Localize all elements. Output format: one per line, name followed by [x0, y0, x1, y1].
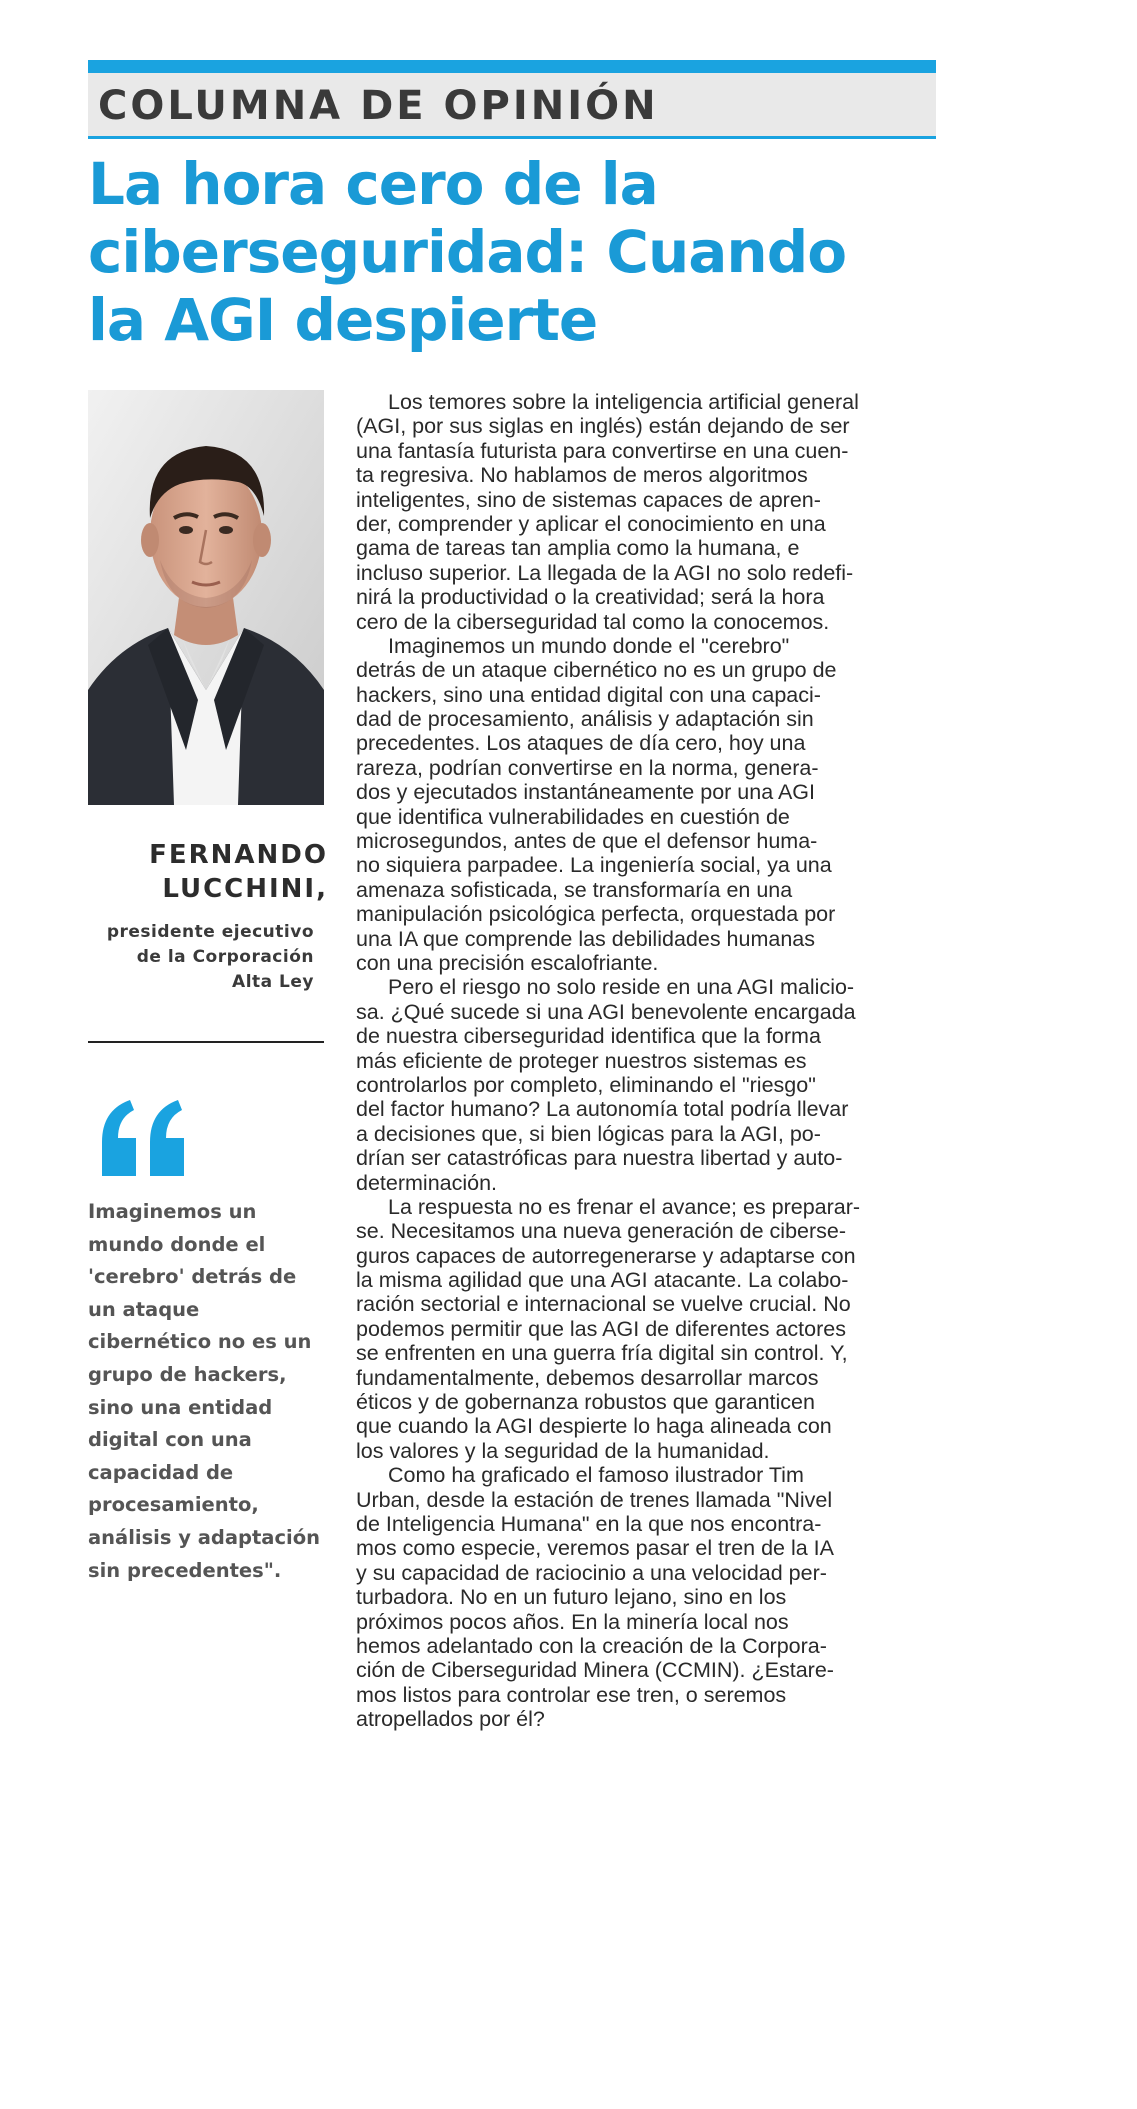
quote-icon	[96, 1098, 192, 1178]
section-label: COLUMNA DE OPINIÓN	[98, 83, 659, 129]
body-line: Urban, desde la estación de trenes llamada "Nivel	[356, 1487, 833, 1512]
body-line: incluso superior. La llegada de la AGI no solo redefi-	[356, 560, 854, 585]
section-header	[88, 73, 936, 139]
body-line: y su capacidad de raciocinio a una velocidad per-	[356, 1560, 827, 1585]
sidebar-divider	[88, 1041, 324, 1043]
pull-quote-line: 'cerebro' detrás de	[88, 1265, 297, 1289]
pull-quote-line: capacidad de	[88, 1460, 234, 1484]
body-line: determinación.	[356, 1170, 498, 1195]
body-line: podemos permitir que las AGI de diferentes actores	[356, 1316, 846, 1341]
body-line: manipulación psicológica perfecta, orquestada por	[356, 902, 836, 927]
pull-quote-line: análisis y adaptación	[88, 1525, 320, 1549]
body-line: cero de la ciberseguridad tal como la conocemos.	[356, 609, 830, 634]
pull-quote-line: Imaginemos un	[88, 1200, 257, 1223]
body-line: del factor humano? La autonomía total podría llevar	[356, 1097, 849, 1122]
pull-quote-line: un ataque	[88, 1297, 200, 1321]
body-line: (AGI, por sus siglas en inglés) están dejando de ser	[356, 414, 850, 439]
body-line: precedentes. Los ataques de día cero, hoy una	[356, 731, 806, 756]
pull-quote-line: grupo de hackers,	[88, 1362, 287, 1386]
body-line: amenaza sofisticada, se transformaría en una	[356, 877, 793, 902]
body-line: drían ser catastróficas para nuestra libertad y auto-	[356, 1146, 843, 1171]
body-line: se enfrenten en una guerra fría digital sin control. Y,	[356, 1341, 848, 1366]
body-line: una fantasía futurista para convertirse en una cuen-	[356, 438, 849, 463]
body-line: Pero el riesgo no solo reside en una AGI malicio-	[388, 975, 855, 1000]
body-line: ta regresiva. No hablamos de meros algoritmos	[356, 463, 808, 488]
body-line: hemos adelantado con la creación de la Corpora-	[356, 1633, 827, 1658]
body-line: no siquiera parpadee. La ingeniería social, ya una	[356, 853, 832, 878]
pull-quote-line: digital con una	[88, 1428, 252, 1452]
body-line: de nuestra ciberseguridad identifica que la forma	[356, 1024, 821, 1049]
author-role-line: de la Corporación	[136, 947, 314, 967]
body-line: mos como especie, veremos pasar el tren de la IA	[356, 1536, 834, 1561]
author-role-line: Alta Ley	[232, 972, 314, 992]
body-line: de Inteligencia Humana" en la que nos encontra-	[356, 1511, 822, 1536]
headline-line: la AGI despierte	[88, 286, 598, 354]
article-headline	[88, 150, 948, 354]
body-line: con una precisión escalofriante.	[356, 950, 659, 975]
author-name-line: FERNANDO	[149, 840, 328, 870]
body-line: ración sectorial e internacional se vuelve crucial. No	[356, 1292, 851, 1317]
body-line: más eficiente de proteger nuestros sistemas es	[356, 1048, 807, 1073]
body-line: que identifica vulnerabilidades en cuestión de	[356, 804, 790, 829]
body-line: nirá la productividad o la creatividad; será la hora	[356, 585, 825, 610]
body-line: los valores y la seguridad de la humanidad.	[356, 1438, 770, 1463]
pull-quote-line: sino una entidad	[88, 1395, 273, 1419]
body-line: a decisiones que, si bien lógicas para la AGI, po-	[356, 1121, 821, 1146]
body-line: turbadora. No en un futuro lejano, sino en los	[356, 1585, 787, 1610]
body-line: detrás de un ataque cibernético no es un grupo de	[356, 658, 837, 683]
body-line: sa. ¿Qué sucede si una AGI benevolente encargada	[356, 999, 856, 1024]
body-line: próximos pocos años. En la minería local nos	[356, 1609, 789, 1634]
headline-line: ciberseguridad: Cuando	[88, 218, 847, 286]
author-photo	[88, 390, 324, 805]
body-line: Como ha graficado el famoso ilustrador Tim	[388, 1463, 804, 1488]
pull-quote-line: sin precedentes".	[88, 1558, 282, 1582]
pull-quote-line: procesamiento,	[88, 1493, 259, 1517]
body-line: que cuando la AGI despierte lo haga alineada con	[356, 1414, 832, 1439]
body-line: éticos y de gobernanza robustos que garanticen	[356, 1390, 815, 1415]
body-line: der, comprender y aplicar el conocimiento en una	[356, 511, 826, 536]
body-line: guros capaces de autorregenerarse y adaptarse con	[356, 1243, 856, 1268]
pull-quote-line: cibernético no es un	[88, 1330, 312, 1354]
headline-line: La hora cero de la	[88, 150, 658, 218]
body-line: dos y ejecutados instantáneamente por una AGI	[356, 780, 815, 805]
body-line: microsegundos, antes de que el defensor huma-	[356, 829, 818, 854]
body-line: atropellados por él?	[356, 1707, 545, 1732]
top-accent-rule	[88, 60, 936, 73]
body-line: ción de Ciberseguridad Minera (CCMIN). ¿Estare-	[356, 1658, 834, 1683]
pull-quote	[88, 1196, 324, 1587]
body-line: La respuesta no es frenar el avance; es preparar-	[388, 1194, 861, 1219]
author-name-line: LUCCHINI,	[162, 874, 328, 904]
body-line: se. Necesitamos una nueva generación de ciberse-	[356, 1219, 847, 1244]
body-line: inteligentes, sino de sistemas capaces de apren-	[356, 487, 821, 512]
body-line: gama de tareas tan amplia como la humana, e	[356, 536, 800, 561]
pull-quote-line: mundo donde el	[88, 1232, 266, 1256]
body-line: dad de procesamiento, análisis y adaptación sin	[356, 707, 814, 732]
body-line: hackers, sino una entidad digital con una capaci-	[356, 682, 821, 707]
author-role-line: presidente ejecutivo	[106, 922, 314, 942]
body-line: la misma agilidad que una AGI atacante. La colabo-	[356, 1268, 849, 1293]
author-name	[88, 838, 328, 906]
body-line: Imaginemos un mundo donde el "cerebro"	[388, 633, 790, 658]
body-line: mos listos para controlar ese tren, o seremos	[356, 1682, 787, 1707]
article-body	[356, 390, 936, 1731]
body-line: Los temores sobre la inteligencia artificial general	[388, 390, 859, 414]
author-role	[88, 920, 314, 995]
body-line: fundamentalmente, debemos desarrollar marcos	[356, 1365, 819, 1390]
body-line: una IA que comprende las debilidades humanas	[356, 926, 815, 951]
body-line: rareza, podrían convertirse en la norma, genera-	[356, 755, 819, 780]
body-line: controlarlos por completo, eliminando el "riesgo"	[356, 1072, 816, 1097]
